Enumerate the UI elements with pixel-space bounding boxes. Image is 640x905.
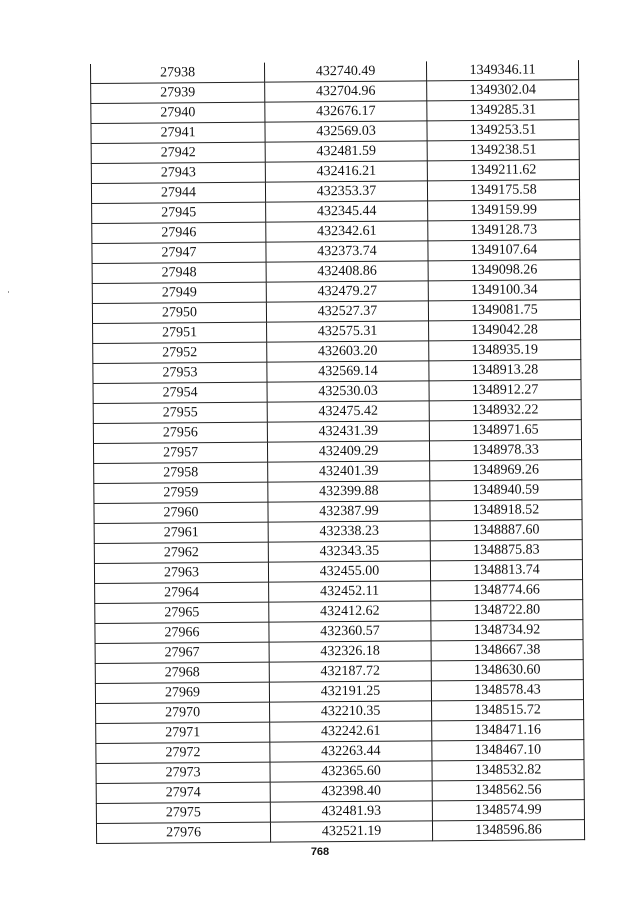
x-coordinate-cell: 432740.49: [264, 61, 426, 82]
x-coordinate-cell: 432263.44: [270, 741, 432, 762]
x-coordinate-cell: 432521.19: [270, 821, 432, 842]
y-coordinate-cell: 1348471.16: [432, 720, 584, 741]
y-coordinate-cell: 1348913.28: [429, 360, 581, 381]
y-coordinate-cell: 1348932.22: [429, 400, 581, 421]
x-coordinate-cell: 432569.03: [265, 121, 427, 142]
y-coordinate-cell: 1348574.99: [432, 800, 584, 821]
point-id-cell: 27952: [93, 342, 267, 363]
point-id-cell: 27954: [93, 382, 267, 403]
y-coordinate-cell: 1349238.51: [427, 140, 579, 161]
point-id-cell: 27949: [92, 282, 266, 303]
y-coordinate-cell: 1348532.82: [432, 760, 584, 781]
x-coordinate-cell: 432187.72: [269, 661, 431, 682]
y-coordinate-cell: 1348515.72: [432, 700, 584, 721]
y-coordinate-cell: 1348734.92: [431, 620, 583, 641]
x-coordinate-cell: 432704.96: [265, 81, 427, 102]
x-coordinate-cell: 432452.11: [269, 581, 431, 602]
x-coordinate-cell: 432398.40: [270, 781, 432, 802]
point-id-cell: 27971: [96, 722, 270, 743]
coordinate-table-body: [90, 60, 584, 843]
x-coordinate-cell: 432530.03: [267, 381, 429, 402]
y-coordinate-cell: 1348935.19: [429, 340, 581, 361]
point-id-cell: 27957: [93, 442, 267, 463]
coordinate-table: [90, 60, 585, 844]
y-coordinate-cell: 1349159.99: [428, 200, 580, 221]
point-id-cell: 27946: [92, 222, 266, 243]
y-coordinate-cell: 1349100.34: [428, 280, 580, 301]
point-id-cell: 27970: [96, 702, 270, 723]
point-id-cell: 27940: [91, 102, 265, 123]
page-number: 768: [310, 846, 330, 858]
x-coordinate-cell: 432399.88: [268, 481, 430, 502]
x-coordinate-cell: 432409.29: [267, 441, 429, 462]
x-coordinate-cell: 432455.00: [268, 561, 430, 582]
x-coordinate-cell: 432412.62: [269, 601, 431, 622]
point-id-cell: 27965: [95, 602, 269, 623]
scan-speck: [8, 291, 9, 293]
point-id-cell: 27953: [93, 362, 267, 383]
x-coordinate-cell: 432353.37: [265, 181, 427, 202]
y-coordinate-cell: 1349346.11: [426, 60, 578, 81]
x-coordinate-cell: 432416.21: [265, 161, 427, 182]
y-coordinate-cell: 1349285.31: [427, 100, 579, 121]
point-id-cell: 27941: [91, 122, 265, 143]
x-coordinate-cell: 432342.61: [266, 221, 428, 242]
point-id-cell: 27969: [95, 682, 269, 703]
x-coordinate-cell: 432326.18: [269, 641, 431, 662]
y-coordinate-cell: 1348969.26: [430, 460, 582, 481]
y-coordinate-cell: 1349253.51: [427, 120, 579, 141]
point-id-cell: 27948: [92, 262, 266, 283]
x-coordinate-cell: 432676.17: [265, 101, 427, 122]
point-id-cell: 27968: [95, 662, 269, 683]
y-coordinate-cell: 1348875.83: [430, 540, 582, 561]
point-id-cell: 27958: [94, 462, 268, 483]
point-id-cell: 27942: [91, 142, 265, 163]
x-coordinate-cell: 432242.61: [270, 721, 432, 742]
point-id-cell: 27964: [95, 582, 269, 603]
point-id-cell: 27944: [91, 182, 265, 203]
y-coordinate-cell: 1349098.26: [428, 260, 580, 281]
y-coordinate-cell: 1348940.59: [430, 480, 582, 501]
x-coordinate-cell: 432191.25: [269, 681, 431, 702]
x-coordinate-cell: 432603.20: [267, 341, 429, 362]
y-coordinate-cell: 1349042.28: [429, 320, 581, 341]
point-id-cell: 27945: [92, 202, 266, 223]
y-coordinate-cell: 1348912.27: [429, 380, 581, 401]
x-coordinate-cell: 432408.86: [266, 261, 428, 282]
y-coordinate-cell: 1348562.56: [432, 780, 584, 801]
point-id-cell: 27967: [95, 642, 269, 663]
table-row: [96, 820, 584, 844]
x-coordinate-cell: 432431.39: [267, 421, 429, 442]
y-coordinate-cell: 1348667.38: [431, 640, 583, 661]
point-id-cell: 27955: [93, 402, 267, 423]
x-coordinate-cell: 432569.14: [267, 361, 429, 382]
y-coordinate-cell: 1349081.75: [428, 300, 580, 321]
point-id-cell: 27947: [92, 242, 266, 263]
x-coordinate-cell: 432401.39: [268, 461, 430, 482]
point-id-cell: 27972: [96, 742, 270, 763]
point-id-cell: 27959: [94, 482, 268, 503]
point-id-cell: 27951: [93, 322, 267, 343]
y-coordinate-cell: 1349302.04: [427, 80, 579, 101]
y-coordinate-cell: 1348578.43: [431, 680, 583, 701]
x-coordinate-cell: 432481.93: [270, 801, 432, 822]
x-coordinate-cell: 432475.42: [267, 401, 429, 422]
point-id-cell: 27943: [91, 162, 265, 183]
point-id-cell: 27939: [91, 82, 265, 103]
y-coordinate-cell: 1348918.52: [430, 500, 582, 521]
point-id-cell: 27956: [93, 422, 267, 443]
point-id-cell: 27975: [96, 802, 270, 823]
x-coordinate-cell: 432360.57: [269, 621, 431, 642]
point-id-cell: 27973: [96, 762, 270, 783]
y-coordinate-cell: 1349107.64: [428, 240, 580, 261]
x-coordinate-cell: 432345.44: [266, 201, 428, 222]
y-coordinate-cell: 1348722.80: [431, 600, 583, 621]
point-id-cell: 27950: [92, 302, 266, 323]
point-id-cell: 27966: [95, 622, 269, 643]
x-coordinate-cell: 432210.35: [270, 701, 432, 722]
y-coordinate-cell: 1348596.86: [432, 820, 584, 841]
point-id-cell: 27974: [96, 782, 270, 803]
y-coordinate-cell: 1348813.74: [430, 560, 582, 581]
point-id-cell: 27938: [90, 63, 264, 84]
x-coordinate-cell: 432387.99: [268, 501, 430, 522]
y-coordinate-cell: 1348774.66: [431, 580, 583, 601]
x-coordinate-cell: 432527.37: [266, 301, 428, 322]
point-id-cell: 27962: [94, 542, 268, 563]
x-coordinate-cell: 432481.59: [265, 141, 427, 162]
y-coordinate-cell: 1348630.60: [431, 660, 583, 681]
y-coordinate-cell: 1348467.10: [432, 740, 584, 761]
point-id-cell: 27960: [94, 502, 268, 523]
point-id-cell: 27961: [94, 522, 268, 543]
x-coordinate-cell: 432575.31: [267, 321, 429, 342]
x-coordinate-cell: 432373.74: [266, 241, 428, 262]
x-coordinate-cell: 432365.60: [270, 761, 432, 782]
y-coordinate-cell: 1349128.73: [428, 220, 580, 241]
point-id-cell: 27976: [96, 822, 270, 843]
y-coordinate-cell: 1348978.33: [429, 440, 581, 461]
y-coordinate-cell: 1349175.58: [427, 180, 579, 201]
x-coordinate-cell: 432338.23: [268, 521, 430, 542]
y-coordinate-cell: 1348887.60: [430, 520, 582, 541]
y-coordinate-cell: 1349211.62: [427, 160, 579, 181]
x-coordinate-cell: 432479.27: [266, 281, 428, 302]
y-coordinate-cell: 1348971.65: [429, 420, 581, 441]
point-id-cell: 27963: [94, 562, 268, 583]
x-coordinate-cell: 432343.35: [268, 541, 430, 562]
